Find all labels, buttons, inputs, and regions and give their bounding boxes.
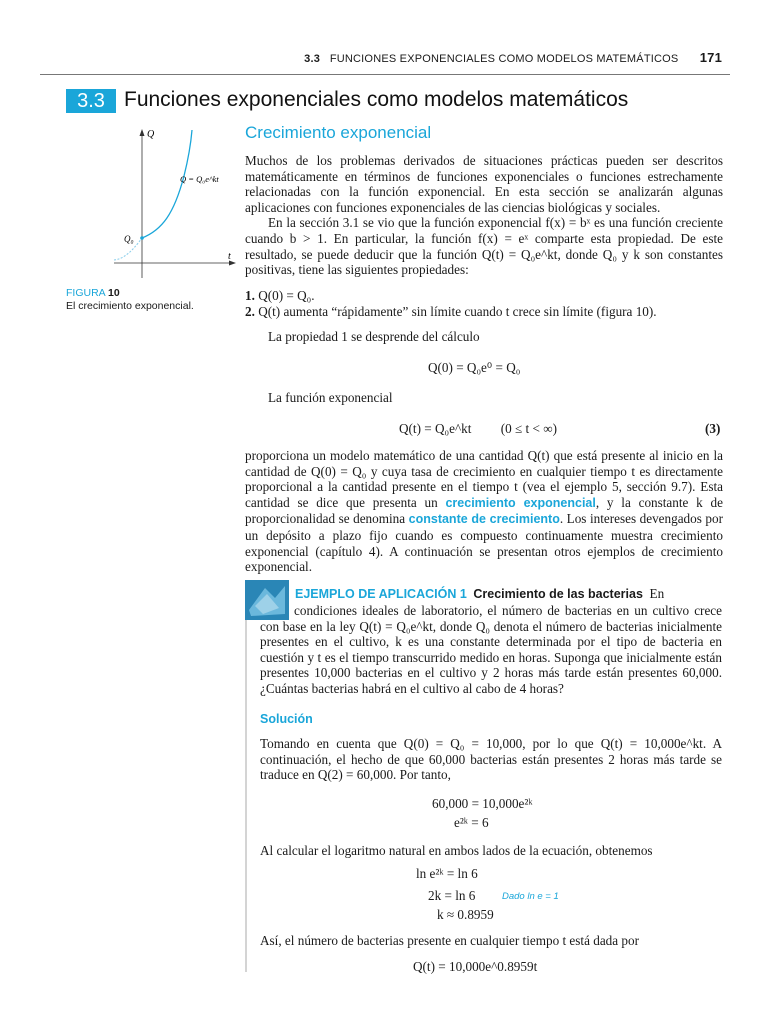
solution-note: Dado ln e = 1 <box>502 891 559 902</box>
solution-paragraph-2: Al calcular el logaritmo natural en ambos lados de la ecuación, obtenemos <box>260 843 653 858</box>
intro-text <box>245 153 723 278</box>
solution-equation-e: k ≈ 0.8959 <box>437 907 494 922</box>
solution-equation-a: 60,000 = 10,000e²ᵏ <box>432 796 533 811</box>
figure-caption-text: El crecimiento exponencial. <box>66 300 194 312</box>
solution-equation-d: 2k = ln 6 <box>428 888 476 903</box>
term-growth-constant: constante de crecimiento <box>408 512 560 527</box>
example-lead: En <box>649 586 665 601</box>
equation-3-expression: Q(t) = Q₀e^kt <box>399 421 472 436</box>
q0-label: Q₀ <box>124 234 134 244</box>
curve-label: Q = Q₀e^kt <box>180 174 219 184</box>
example-heading <box>295 586 725 602</box>
equation-q0: Q(0) = Q₀e⁰ = Q₀ <box>428 360 521 375</box>
model-text-b: , y la constante k de proporcionalidad se denomina <box>245 494 723 527</box>
example-title: Crecimiento de las bacterias <box>473 587 643 601</box>
q-axis-label: Q <box>147 129 155 140</box>
example-side-rule <box>245 620 247 972</box>
exponential-function-intro: La función exponencial <box>268 390 393 405</box>
equation-3-number: (3) <box>705 421 721 436</box>
solution-heading: Solución <box>260 712 313 726</box>
section-title: Funciones exponenciales como modelos matemáticos <box>124 88 629 111</box>
intro-paragraph-2: En la sección 3.1 se vio que la función exponencial f(x) = bˣ es una función creciente cuando b > 1. En particular, la función f(x) = eˣ comparte esta propiedad. De este resultado, se puede deducir que la función Q(t) = Q₀e^kt, donde Q₀ y k son constantes positivas, tiene las siguientes propiedades: <box>245 215 723 278</box>
property-1-number: 1. <box>245 288 255 303</box>
equation-3-domain: (0 ≤ t < ∞) <box>500 421 558 436</box>
property-2-number: 2. <box>245 303 255 319</box>
running-header <box>304 50 722 65</box>
solution-equation-b: e²ᵏ = 6 <box>454 815 489 830</box>
section-number-badge: 3.3 <box>66 89 116 113</box>
term-exponential-growth: crecimiento exponencial <box>445 495 596 510</box>
property-2: Q(t) aumenta “rápidamente” sin límite cuando t crece sin límite (figura 10). <box>258 303 657 319</box>
subheading: Crecimiento exponencial <box>245 123 432 142</box>
solution-equation-c: ln e²ᵏ = ln 6 <box>416 866 478 881</box>
figure-number: 10 <box>108 287 120 299</box>
solution-paragraph-3: Así, el número de bacterias presente en cualquier tiempo t está dada por <box>260 933 639 948</box>
equation-3 <box>399 421 557 437</box>
q-axis-arrow <box>140 129 145 136</box>
example-body: condiciones ideales de laboratorio, el número de bacterias en un cultivo crece con base en la ley Q(t) = Q₀e^kt, donde Q₀ denota el número de bacterias inicialmente presentes en el cultivo, k es una constante determinada por el tipo de bacteria en cuestión y t es el tiempo transcurrido medido en horas. Suponga que inicialmente están presentes 10,000 bacterias en el cultivo y 2 horas más tarde están presentes 60,000. ¿Cuántas bacterias habrá en el cultivo al cabo de 4 horas? <box>260 603 722 696</box>
t-axis-label: t <box>228 251 231 262</box>
solution-equation-f: Q(t) = 10,000e^0.8959t <box>413 959 538 974</box>
example-label: EJEMPLO DE APLICACIÓN 1 <box>295 587 467 601</box>
q0-point <box>140 236 144 240</box>
figure-caption <box>66 287 194 313</box>
header-rule <box>40 74 730 75</box>
intro-paragraph-1: Muchos de los problemas derivados de situaciones prácticas pueden ser descritos matemáticamente en términos de funciones exponenciales o funciones estrechamente relacionadas con la función exponencial. En esta sección se analizarán algunas aplicaciones con funciones exponenciales de las ciencias biológicas y sociales. <box>245 153 723 215</box>
property-1-explanation: La propiedad 1 se desprende del cálculo <box>268 329 480 344</box>
solution-paragraph-1: Tomando en cuenta que Q(0) = Q₀ = 10,000, por lo que Q(t) = 10,000e^kt. A continuación, el hecho de que 60,000 bacterias están presentes 2 horas más tarde se traduce en Q(2) = 60,000. Por tanto, <box>260 736 722 783</box>
properties-list <box>245 288 723 319</box>
model-text-a: proporciona un modelo matemático de una cantidad Q(t) que está presente al inicio en la cantidad de Q(0) = Q₀ y cuya tasa de crecimiento en cualquier tiempo t es directamente proporcional a la cantidad presente en el tiempo t (vea el ejemplo 5, sección 9.7). Esta cantidad se dice que presenta un <box>245 448 723 510</box>
page-number: 171 <box>699 50 722 65</box>
figure-label: FIGURA <box>66 287 106 299</box>
running-title: FUNCIONES EXPONENCIALES COMO MODELOS MATEMÁTICOS <box>329 53 679 65</box>
figure-10-graph <box>112 126 240 286</box>
growth-curve <box>142 130 192 238</box>
model-text-c: . Los intereses devengados por un depósito a plazo fijo cuando es compuesto continuamente muestra crecimiento exponencial (capítulo 4). A continuación se presentan otros ejemplos de crecimiento exponencial. <box>245 511 723 575</box>
model-paragraph <box>245 448 723 575</box>
property-1: Q(0) = Q₀. <box>258 288 315 303</box>
running-section: 3.3 <box>304 53 321 65</box>
